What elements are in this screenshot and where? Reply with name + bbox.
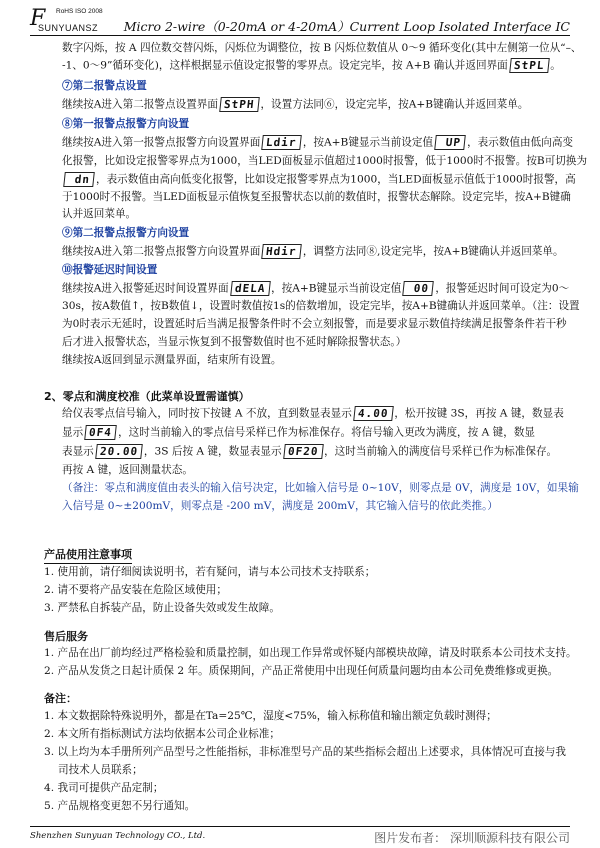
lcd-display: UP: [434, 135, 466, 150]
remarks-title: 备注：: [44, 692, 77, 705]
text-line: 继续按A进入第一报警点报警方向设置界面 Ldir ，按A+B键显示当前设定值 UP ，表示数值由低向高变: [62, 136, 574, 149]
text-line: 表显示 20.00 ，3S 后按 A 键，数显表显示 0F20 ，这时当前输入的满度信号采样已作为标准保存。: [62, 445, 558, 458]
text-line: 认并返回菜单。: [62, 208, 137, 220]
lcd-display: 20.00: [95, 444, 143, 459]
lcd-display: 0F4: [84, 425, 116, 440]
text-line: 继续按A返回到显示测量界面，结束所有设置。: [62, 354, 282, 366]
page-footer: [30, 826, 570, 845]
list-item: 1. 本文数据除特殊说明外，都是在Ta=25℃，湿度<75%，输入标称值和输出额定负载时测得；: [44, 710, 497, 722]
text-line: 数字闪烁，按 A 四位数交替闪烁，闪烁位为调整位，按 B 闪烁位数值从 0～9 循环变化(其中左侧第一位从“–、: [62, 42, 582, 54]
list-item: 5. 产品规格变更恕不另行通知。: [44, 800, 196, 812]
company-brand: SUNYUANSZ: [38, 23, 99, 33]
lcd-display: 00: [403, 281, 435, 296]
section-heading: ⑧第一报警点报警方向设置: [62, 118, 190, 130]
lcd-display: 0F20: [283, 444, 323, 459]
footer-company: Shenzhen Sunyuan Technology CO., Ltd.: [30, 831, 206, 841]
lcd-display: StPH: [219, 97, 259, 112]
certification-text: RoHS ISO 2008: [56, 8, 103, 15]
usage-notes-title: 产品使用注意事项: [44, 546, 132, 564]
section-heading: ⑦第二报警点设置: [62, 80, 147, 92]
text-line: 于1000时不报警。当LED面板显示值恢复至报警状态以前的数值时，报警状态解除。设定完毕，按A+B键确: [62, 191, 571, 203]
after-sales-title: 售后服务: [44, 630, 88, 643]
list-item: 2. 产品从发货之日起计质保 2 年。质保期间，产品正常使用中出现任何质量问题均由本公司免费维修或更换。: [44, 665, 559, 677]
text-line: 显示 0F4 ，这时当前输入的零点信号采样已作为标准保存。将信号输入更改为满度，按 A 键，数显: [62, 426, 536, 439]
text-line: 30s，按A数值↑，按B数值↓，设置时数值按1s的倍数增加，设定完毕，按A+B键确认并返回菜单。（注：设置: [62, 300, 580, 312]
page-header: [30, 6, 570, 36]
text-line: -1、0～9”循环变化)，这样根据显示值设定报警的零界点。设定完毕，按 A+B 确认并返回界面 StPL 。: [62, 59, 561, 72]
lcd-display: StPL: [509, 58, 549, 73]
text-line: 化报警，比如设定报警零界点为1000，当LED面板显示值超过1000时报警，低于1000时不报警。按B可切换为: [62, 155, 588, 167]
document-title: Micro 2-wire（0-20mA or 4-20mA）Current Loop Isolated Interface IC: [123, 19, 570, 34]
list-item: 3. 严禁私自拆装产品，防止设备失效或发生故障。: [44, 602, 280, 614]
text-line: 继续按A进入第二报警点设置界面 StPH ，设置方法同⑥，设定完毕，按A+B键确认并返回菜单。: [62, 98, 529, 111]
text-line: 后才进入报警状态，当显示恢复到不报警数值时也不延时解除报警状态。）: [62, 336, 407, 348]
text-line: 为0时表示无延时，设置延时后当满足报警条件时不会立刻报警，而是要求显示数值持续满足报警条件若干秒: [62, 318, 567, 330]
lcd-display: dn: [63, 172, 95, 187]
section-heading: ⑩报警延迟时间设置: [62, 264, 158, 276]
lcd-display: Hdir: [262, 244, 302, 259]
list-item: 4. 我司可提供产品定制；: [44, 782, 164, 794]
text-line: 给仪表零点信号输入，同时按下按键 A 不放，直到数显表显示 4.00 ，松开按键 3S，再按 A 键，数显表: [62, 407, 564, 420]
lcd-display: 4.00: [353, 406, 393, 421]
section-heading: ⑨第二报警点报警方向设置: [62, 227, 190, 239]
list-item: 1. 产品在出厂前均经过严格检验和质量控制，如出现工作异常或怀疑内部模块故障，请及时联系本公司技术支持。: [44, 647, 577, 659]
list-item: 3. 以上均为本手册所列产品型号之性能指标，非标准型号产品的某些指标会超出上述要求，具体情况可直接与我: [44, 746, 566, 758]
note-line: （备注：零点和满度值由表头的输入信号决定，比如输入信号是 0~10V，则零点是 0V，满度是 10V，如果输: [62, 482, 579, 494]
list-item: 2. 请不要将产品安装在危险区域使用；: [44, 584, 227, 596]
list-item: 司技术人员联系；: [58, 764, 143, 776]
company-logo-icon: F: [30, 6, 46, 31]
list-item: 2. 本文所有指标测试方法均依据本公司企业标准；: [44, 728, 280, 740]
text-line: 继续按A进入报警延迟时间设置界面 dELA ，按A+B键显示当前设定值 00 ，报警延迟时间可设定为0～: [62, 282, 570, 295]
text-line: 继续按A进入第二报警点报警方向设置界面 Hdir ，调整方法同⑧,设定完毕，按A+B键确认并返回菜单。: [62, 245, 564, 258]
lcd-display: dELA: [230, 281, 270, 296]
publisher-watermark: 图片发布者： 深圳顺源科技有限公司: [374, 831, 570, 845]
section-title: 2、零点和满度校准（此菜单设置需谨慎）: [44, 390, 250, 403]
list-item: 1. 使用前，请仔细阅读说明书，若有疑问，请与本公司技术支持联系；: [44, 566, 376, 578]
lcd-display: Ldir: [262, 135, 302, 150]
note-line: 入信号是 0~±200mV，则零点是 -200 mV，满度是 200mV，其它输入信号的依此类推。）: [62, 500, 499, 512]
text-line: dn ，表示数值由高向低变化报警，比如设定报警零界点为1000，当LED面板显示值低于1000时报警，高: [62, 172, 570, 187]
text-line: 再按 A 键，返回测量状态。: [62, 464, 193, 476]
